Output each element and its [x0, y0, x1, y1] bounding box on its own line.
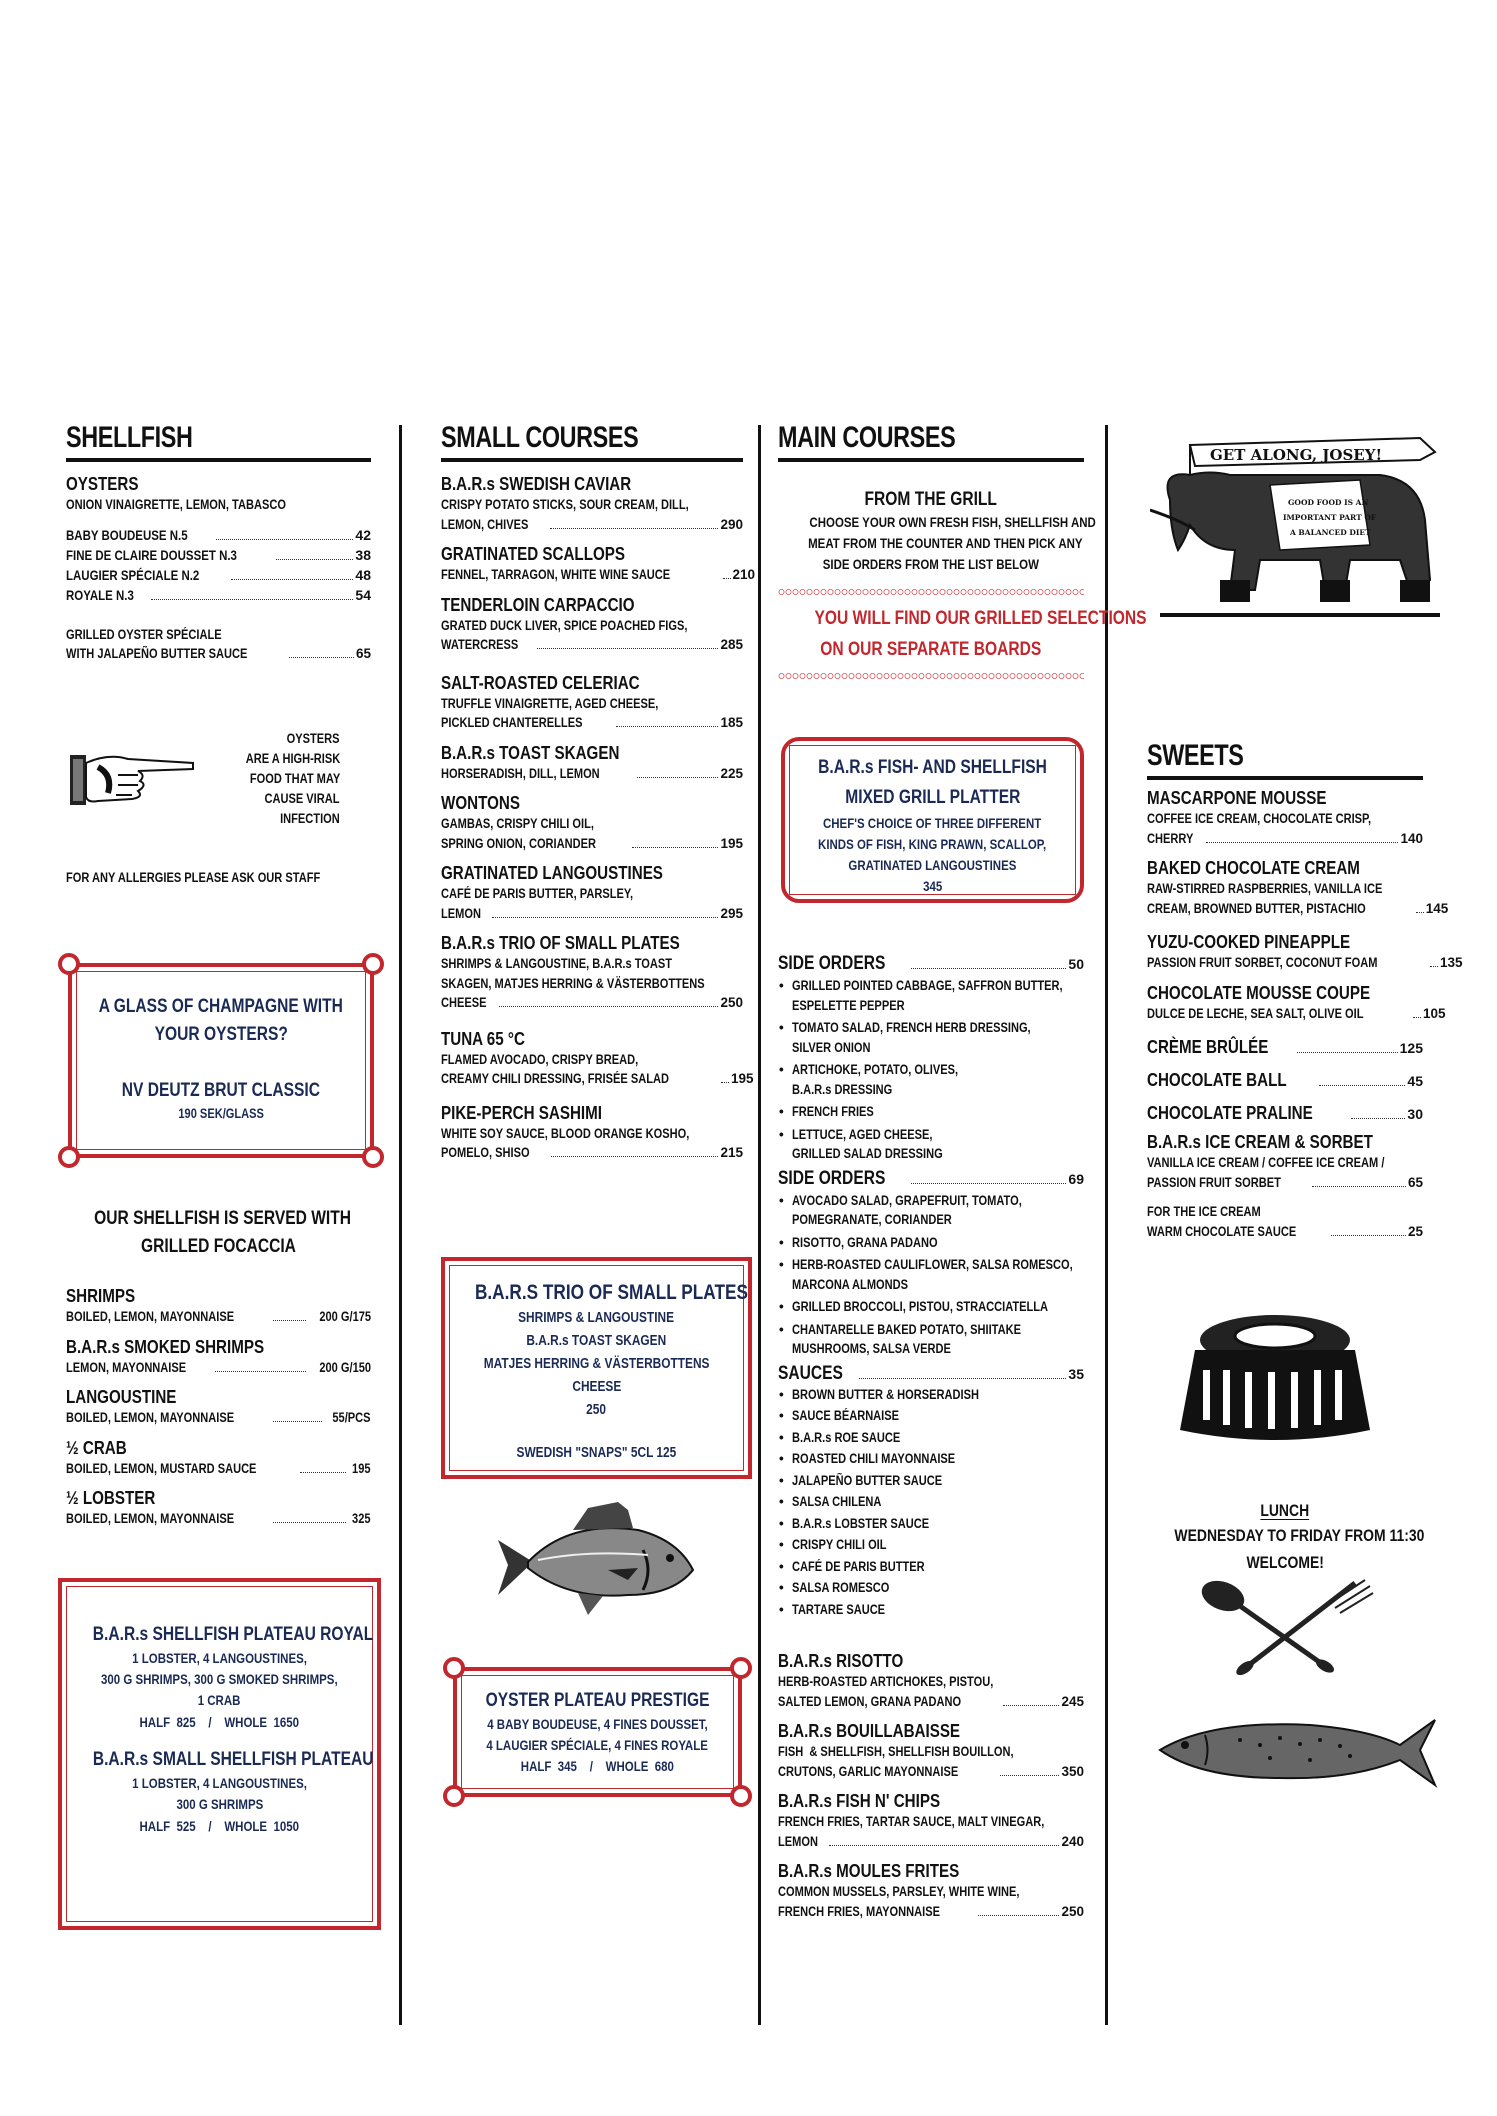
menu-item: TENDERLOIN CARPACCIO GRATED DUCK LIVER, SPICE POACHED FIGS, WATERCRESS 285	[441, 593, 743, 652]
menu-item: B.A.R.s SMOKED SHRIMPS LEMON, MAYONNAISE 200 G/150	[66, 1335, 371, 1375]
oyster-list	[66, 525, 371, 605]
section-rule	[66, 458, 371, 462]
list-item: • AVOCADO SALAD, GRAPEFRUIT, TOMATO, POMEGRANATE, CORIANDER	[778, 1191, 1084, 1230]
list-item: • B.A.R.s LOBSTER SAUCE	[778, 1515, 1084, 1534]
list-item: • B.A.R.s ROE SAUCE	[778, 1429, 1084, 1448]
oyster-warning: OYSTERS ARE A HIGH-RISK FOOD THAT MAY CAUSE VIRAL INFECTION	[245, 731, 340, 826]
shellfish-plateau-box: B.A.R.s SHELLFISH PLATEAU ROYAL 1 LOBSTER, 4 LANGOUSTINES, 300 G SHRIMPS, 300 G SMOKED SHRIMPS, 1 CRAB HALF 825 / WHOLE 1650 B.A.R.s SMALL SHELLFISH PLATEAU 1 LOBSTER, 4 LANGOUSTINES, 300 G SHRIMPS HALF 525 / WHOLE 1050	[58, 1578, 381, 1930]
menu-item: CRÈME BRÛLÉE 125	[1147, 1036, 1423, 1057]
trout-illustration-icon	[1150, 1700, 1440, 1800]
lunch-info	[1147, 1500, 1423, 1576]
grilled-oyster-item: GRILLED OYSTER SPÉCIALE WITH JALAPEÑO BUTTER SAUCE 65	[66, 626, 371, 661]
grill-info: FROM THE GRILL CHOOSE YOUR OWN FRESH FISH, SHELLFISH AND MEAT FROM THE COUNTER AND THEN PICK ANY SIDE ORDERS FROM THE LIST BELOW	[808, 489, 1096, 572]
list-item: • TOMATO SALAD, FRENCH HERB DRESSING, SILVER ONION	[778, 1018, 1084, 1057]
menu-item: GRATINATED SCALLOPS FENNEL, TARRAGON, WHITE WINE SAUCE 210	[441, 543, 756, 582]
list-item: • SAUCE BÉARNAISE	[778, 1407, 1084, 1426]
decorative-rule	[778, 587, 1084, 597]
section-rule	[778, 458, 1084, 462]
shellfish-items	[66, 1284, 371, 1537]
menu-item: B.A.R.s BOUILLABAISSE FISH & SHELLFISH, SHELLFISH BOUILLON, CRUTONS, GARLIC MAYONNAISE 350	[778, 1720, 1084, 1779]
lunch-title: LUNCH	[1260, 1501, 1310, 1520]
spoon-fork-icon	[1195, 1578, 1375, 1678]
list-item: • LETTUCE, AGED CHEESE, GRILLED SALAD DRESSING	[778, 1125, 1084, 1164]
menu-item: B.A.R.s SWEDISH CAVIAR CRISPY POTATO STICKS, SOUR CREAM, DILL, LEMON, CHIVES 290	[441, 473, 743, 532]
svg-text:A BALANCED DIET: A BALANCED DIET	[1290, 528, 1371, 537]
sides-and-mains	[778, 952, 1084, 1929]
svg-text:IMPORTANT PART OF: IMPORTANT PART OF	[1283, 513, 1377, 522]
menu-item: B.A.R.s TOAST SKAGEN HORSERADISH, DILL, LEMON 225	[441, 741, 743, 781]
fish-illustration-icon	[478, 1500, 698, 1620]
menu-item: B.A.R.s TRIO OF SMALL PLATES SHRIMPS & LANGOUSTINE, B.A.R.s TOAST SKAGEN, MATJES HERRING & VÄSTERBOTTENS CHEESE 250	[441, 932, 743, 1010]
menu-item: SHRIMPS BOILED, LEMON, MAYONNAISE 200 G/175	[66, 1285, 371, 1324]
lunch-hours: WEDNESDAY TO FRIDAY FROM 11:30	[1174, 1526, 1425, 1545]
menu-item: YUZU-COOKED PINEAPPLE PASSION FRUIT SORBET, COCONUT FOAM 135	[1147, 931, 1463, 970]
list-item: • CAFÉ DE PARIS BUTTER	[778, 1558, 1084, 1577]
oysters-heading: OYSTERS	[66, 473, 139, 494]
champagne-box: A GLASS OF CHAMPAGNE WITH YOUR OYSTERS? NV DEUTZ BRUT CLASSIC 190 SEK/GLASS	[68, 963, 374, 1158]
list-item: • HERB-ROASTED CAULIFLOWER, SALSA ROMESCO, MARCONA ALMONDS	[778, 1255, 1084, 1294]
menu-item: B.A.R.s RISOTTO HERB-ROASTED ARTICHOKES, PISTOU, SALTED LEMON, GRANA PADANO 245	[778, 1650, 1084, 1709]
menu-item: B.A.R.s ICE CREAM & SORBET VANILLA ICE CREAM / COFFEE ICE CREAM / PASSION FRUIT SORBET 65	[1147, 1131, 1423, 1190]
small-courses-section	[441, 420, 756, 1171]
menu-item: CHOCOLATE MOUSSE COUPE DULCE DE LECHE, SEA SALT, OLIVE OIL 105	[1147, 981, 1446, 1021]
column-divider	[758, 425, 761, 2025]
menu-item: CHOCOLATE BALL 45	[1147, 1069, 1423, 1090]
section-rule	[1147, 776, 1423, 780]
lunch-welcome: WELCOME!	[1246, 1553, 1324, 1572]
list-item: • RISOTTO, GRANA PADANO	[778, 1233, 1084, 1253]
list-item: • SALSA ROMESCO	[778, 1579, 1084, 1598]
menu-item: FINE DE CLAIRE DOUSSET N.3 38	[66, 546, 371, 563]
svg-text:GOOD FOOD IS AN: GOOD FOOD IS AN	[1288, 498, 1369, 507]
pointing-hand-icon	[68, 745, 198, 815]
column-divider	[1105, 425, 1108, 2025]
elephant-banner: GET ALONG, JOSEY!	[1210, 446, 1383, 464]
menu-item: ROYALE N.3 54	[66, 586, 371, 603]
list-item: • ARTICHOKE, POTATO, OLIVES, B.A.R.s DRESSING	[778, 1060, 1084, 1099]
list-item: • TARTARE SAUCE	[778, 1601, 1084, 1620]
menu-item: ½ LOBSTER BOILED, LEMON, MAYONNAISE 325	[66, 1487, 371, 1526]
menu-item: MASCARPONE MOUSSE COFFEE ICE CREAM, CHOCOLATE CRISP, CHERRY 140	[1147, 787, 1423, 846]
list-item: • CRISPY CHILI OIL	[778, 1536, 1084, 1555]
menu-item: SALT-ROASTED CELERIAC TRUFFLE VINAIGRETTE, AGED CHEESE, PICKLED CHANTERELLES 185	[441, 671, 743, 730]
list-item: • CHANTARELLE BAKED POTATO, SHIITAKE MUSHROOMS, SALSA VERDE	[778, 1320, 1084, 1359]
sweets-section	[1147, 738, 1463, 1249]
menu-item: TUNA 65 °C FLAMED AVOCADO, CRISPY BREAD, CREAMY CHILI DRESSING, FRISÉE SALAD 195	[441, 1027, 754, 1086]
section-title: MAIN COURSES	[778, 421, 956, 454]
menu-item: B.A.R.s MOULES FRITES COMMON MUSSELS, PARSLEY, WHITE WINE, FRENCH FRIES, MAYONNAISE 250	[778, 1860, 1084, 1919]
section-title: SWEETS	[1147, 739, 1244, 772]
menu-item: WONTONS GAMBAS, CRISPY CHILI OIL, SPRING ONION, CORIANDER 195	[441, 792, 743, 851]
menu-item: LANGOUSTINE BOILED, LEMON, MAYONNAISE 55/PCS	[66, 1386, 371, 1425]
section-title: SMALL COURSES	[441, 421, 639, 454]
menu-item: LAUGIER SPÉCIALE N.2 48	[66, 566, 371, 583]
side-orders-heading: SIDE ORDERS 50	[778, 953, 1084, 974]
list-item: • GRILLED BROCCOLI, PISTOU, STRACCIATELLA	[778, 1297, 1084, 1317]
mixed-grill-platter-box: B.A.R.s FISH- AND SHELLFISH MIXED GRILL PLATTER CHEF'S CHOICE OF THREE DIFFERENT KINDS OF FISH, KING PRAWN, SCALLOP, GRATINATED LANGOUSTINES 345	[781, 737, 1084, 903]
list-item: • BROWN BUTTER & HORSERADISH	[778, 1386, 1084, 1405]
list-item: • GRILLED POINTED CABBAGE, SAFFRON BUTTER, ESPELETTE PEPPER	[778, 976, 1084, 1015]
side-orders-heading: SIDE ORDERS 69	[778, 1167, 1084, 1189]
menu-item: FOR THE ICE CREAM WARM CHOCOLATE SAUCE 25	[1147, 1204, 1423, 1239]
main-courses-section	[778, 420, 1147, 687]
decorative-rule	[778, 671, 1084, 681]
list-item: • JALAPEÑO BUTTER SAUCE	[778, 1472, 1084, 1491]
menu-item: BAKED CHOCOLATE CREAM RAW-STIRRED RASPBERRIES, VANILLA ICE CREAM, BROWNED BUTTER, PISTACHIO 145	[1147, 857, 1449, 916]
allergy-note: FOR ANY ALLERGIES PLEASE ASK OUR STAFF	[66, 870, 321, 885]
trio-box: B.A.R.S TRIO OF SMALL PLATES SHRIMPS & LANGOUSTINE B.A.R.s TOAST SKAGEN MATJES HERRING & VÄSTERBOTTENS CHEESE 250 SWEDISH "SNAPS" 5CL 125	[441, 1257, 752, 1479]
menu-item: CHOCOLATE PRALINE 30	[1147, 1102, 1423, 1123]
oysters-description: ONION VINAIGRETTE, LEMON, TABASCO	[66, 497, 286, 512]
section-rule	[441, 458, 743, 462]
served-with-note: OUR SHELLFISH IS SERVED WITH GRILLED FOCACCIA	[94, 1208, 352, 1257]
list-item: • SALSA CHILENA	[778, 1493, 1084, 1512]
oyster-plateau-box: OYSTER PLATEAU PRESTIGE 4 BABY BOUDEUSE, 4 FINES DOUSSET, 4 LAUGIER SPÉCIALE, 4 FINES ROYALE HALF 345 / WHOLE 680	[453, 1667, 742, 1797]
menu-item: PIKE-PERCH SASHIMI WHITE SOY SAUCE, BLOOD ORANGE KOSHO, POMELO, SHISO 215	[441, 1101, 743, 1160]
shellfish-section	[66, 420, 371, 664]
menu-item: ½ CRAB BOILED, LEMON, MUSTARD SAUCE 195	[66, 1436, 371, 1476]
menu-item: GRATINATED LANGOUSTINES CAFÉ DE PARIS BUTTER, PARSLEY, LEMON 295	[441, 862, 743, 921]
side-orders-list	[778, 1191, 1084, 1359]
menu-item: BABY BOUDEUSE N.5 42	[66, 526, 371, 543]
list-item: • FRENCH FRIES	[778, 1102, 1084, 1122]
grill-notice: YOU WILL FIND OUR GRILLED SELECTIONS ON OUR SEPARATE BOARDS	[814, 608, 1147, 660]
cake-mold-illustration-icon	[1165, 1300, 1385, 1440]
side-orders-list	[778, 976, 1084, 1164]
column-divider	[399, 425, 402, 2025]
menu-item: B.A.R.s FISH N' CHIPS FRENCH FRIES, TARTAR SAUCE, MALT VINEGAR, LEMON 240	[778, 1790, 1084, 1849]
sauces-heading: SAUCES 35	[778, 1362, 1084, 1384]
elephant-illustration-icon	[1150, 430, 1450, 630]
list-item: • ROASTED CHILI MAYONNAISE	[778, 1450, 1084, 1469]
section-title: SHELLFISH	[66, 421, 193, 454]
sauces-list	[778, 1386, 1084, 1620]
